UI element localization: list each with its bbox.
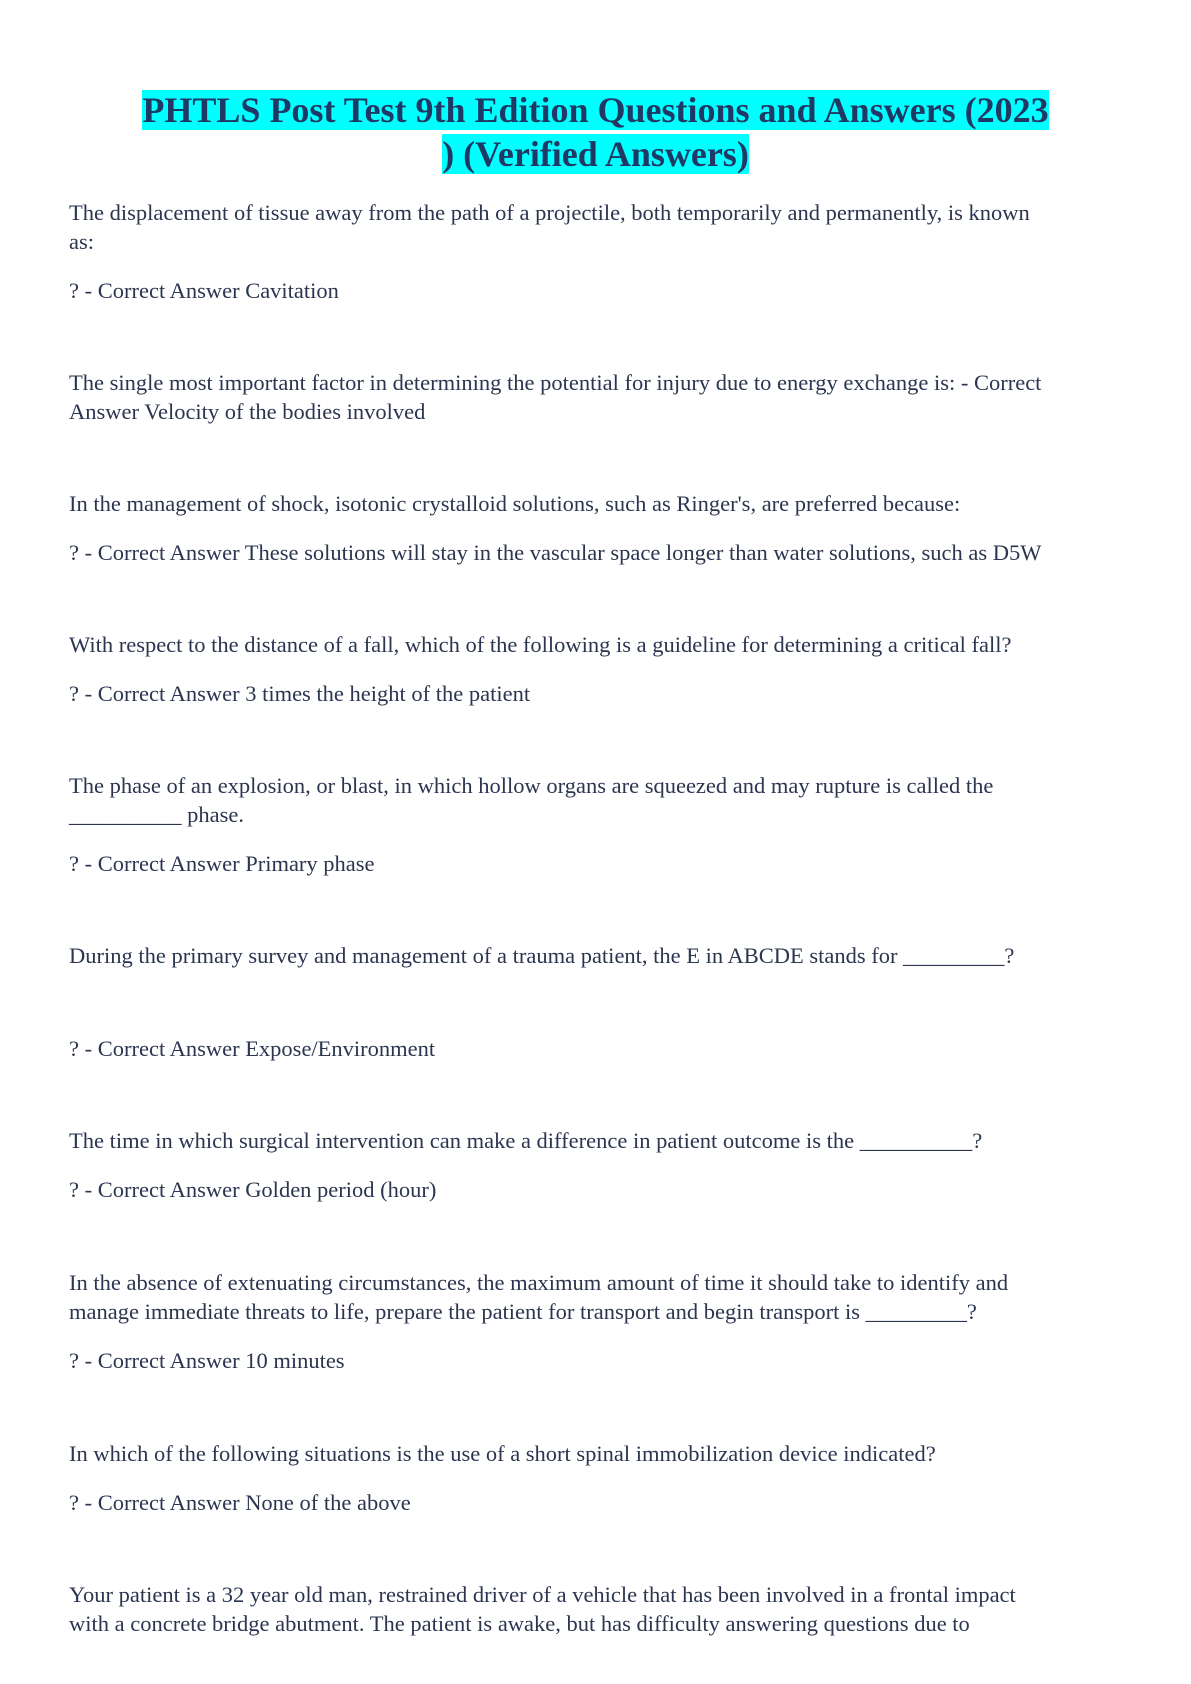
question-5-line-1: The phase of an explosion, or blast, in which hollow organs are squeezed and may rupture is called the — [69, 773, 994, 798]
answer-6: ? - Correct Answer Expose/Environment — [69, 1036, 436, 1061]
answer-5: ? - Correct Answer Primary phase — [69, 851, 375, 876]
question-2-line-1: The single most important factor in determining the potential for injury due to energy exchange is: - Correct — [69, 370, 1042, 395]
answer-1: ? - Correct Answer Cavitation — [69, 278, 339, 303]
title-line-1: PHTLS Post Test 9th Edition Questions and Answers (2023 — [142, 90, 1049, 130]
question-4: With respect to the distance of a fall, which of the following is a guideline for determining a critical fall? — [69, 632, 1012, 657]
question-8-line-1: In the absence of extenuating circumstances, the maximum amount of time it should take to identify and — [69, 1270, 1009, 1295]
question-6: During the primary survey and management of a trauma patient, the E in ABCDE stands for _________? — [69, 943, 1015, 968]
title-line-2: ) (Verified Answers) — [442, 134, 749, 174]
answer-7: ? - Correct Answer Golden period (hour) — [69, 1177, 437, 1202]
question-10-line-2: with a concrete bridge abutment. The patient is awake, but has difficulty answering questions due to — [69, 1611, 970, 1636]
question-9: In which of the following situations is the use of a short spinal immobilization device indicated? — [69, 1441, 936, 1466]
answer-4: ? - Correct Answer 3 times the height of the patient — [69, 681, 531, 706]
question-1-line-1: The displacement of tissue away from the path of a projectile, both temporarily and permanently, is known — [69, 200, 1030, 225]
answer-3: ? - Correct Answer These solutions will stay in the vascular space longer than water solutions, such as D5W — [69, 540, 1042, 565]
question-10-line-1: Your patient is a 32 year old man, restrained driver of a vehicle that has been involved in a frontal impact — [69, 1582, 1016, 1607]
question-2-line-2: Answer Velocity of the bodies involved — [69, 399, 426, 424]
question-3: In the management of shock, isotonic crystalloid solutions, such as Ringer's, are preferred because: — [69, 491, 961, 516]
answer-9: ? - Correct Answer None of the above — [69, 1490, 411, 1515]
question-8-line-2: manage immediate threats to life, prepare the patient for transport and begin transport is _________? — [69, 1299, 977, 1324]
question-5-line-2: __________ phase. — [69, 802, 244, 827]
answer-8: ? - Correct Answer 10 minutes — [69, 1348, 345, 1373]
question-1-line-2: as: — [69, 229, 94, 254]
document-title — [60, 88, 1131, 176]
question-7: The time in which surgical intervention can make a difference in patient outcome is the __________? — [69, 1128, 983, 1153]
